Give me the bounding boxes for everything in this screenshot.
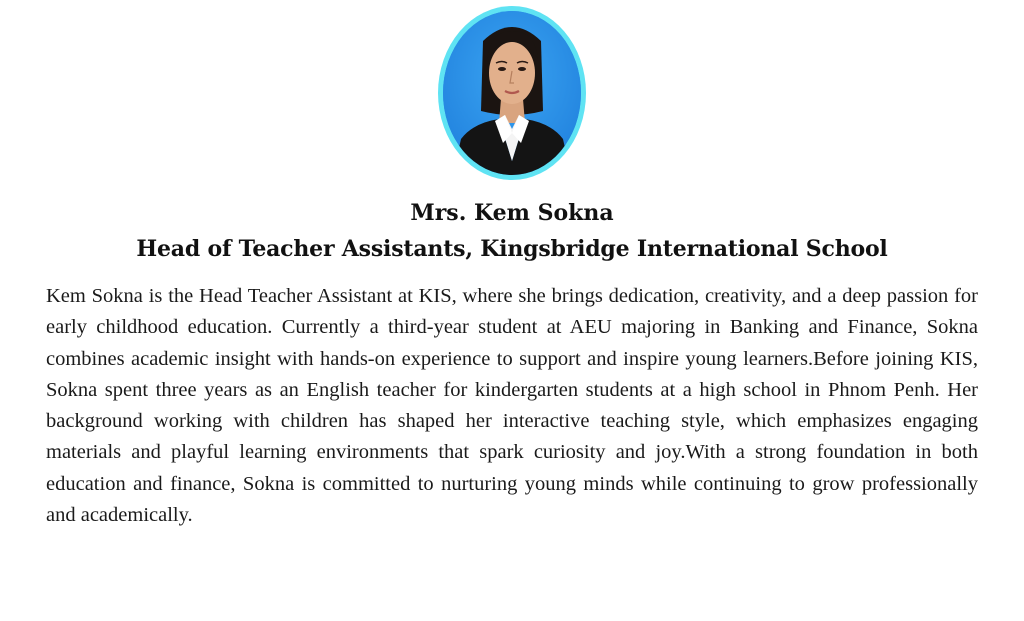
profile-name: Mrs. Kem Sokna xyxy=(410,200,614,226)
profile-role: Head of Teacher Assistants, Kingsbridge International School xyxy=(136,236,888,262)
profile-photo xyxy=(443,11,581,175)
portrait-photo-icon xyxy=(443,11,581,175)
profile-photo-frame xyxy=(438,6,586,180)
profile-bio: Kem Sokna is the Head Teacher Assistant at KIS, where she brings dedication, creativity, and a deep passion for early childhood education. Currently a third-year student at AEU majoring in Banking and Finance, Sokna combines academic insight with hands-on experience to support and inspire young learners.Before joining KIS, Sokna spent three years as an English teacher for kindergarten students at a high school in Phnom Penh. Her background working with children has shaped her interactive teaching style, which emphasizes engaging materials and playful learning environments that spark curiosity and joy.With a strong foundation in both education and finance, Sokna is committed to nurturing young minds while continuing to grow professionally and academically. xyxy=(46,285,978,527)
